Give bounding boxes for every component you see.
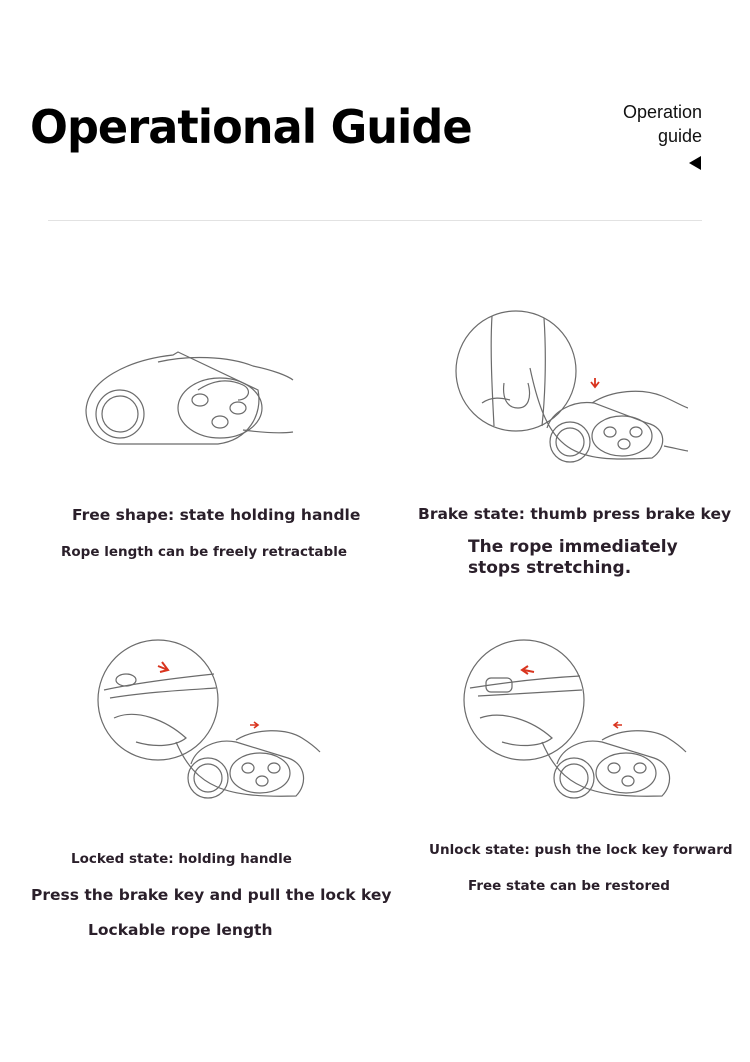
step2-note-line2: stops stretching.	[468, 558, 632, 578]
step3-heading: Locked state: holding handle	[71, 851, 292, 867]
left-triangle-icon	[689, 156, 701, 170]
step3-note-line1: Press the brake key and pull the lock key	[31, 886, 392, 904]
step2-note-line1: The rope immediately	[468, 537, 678, 557]
side-label-line2: guide	[657, 126, 702, 146]
step3-note-line2: Lockable rope length	[88, 921, 273, 939]
illustration-locked-state	[96, 638, 322, 804]
step4-heading: Unlock state: push the lock key forward	[429, 842, 733, 858]
illustration-brake-state	[452, 308, 688, 473]
step4-note: Free state can be restored	[468, 878, 670, 894]
step1-note: Rope length can be freely retractable	[61, 544, 347, 560]
divider	[48, 220, 702, 221]
illustration-free-state	[78, 340, 308, 460]
step2-heading: Brake state: thumb press brake key	[418, 505, 732, 523]
operation-guide-label	[623, 100, 702, 148]
side-label-line1: Operation	[622, 102, 702, 122]
illustration-unlock-state	[462, 638, 688, 804]
page-title: Operational Guide	[30, 100, 472, 154]
step1-heading: Free shape: state holding handle	[72, 506, 361, 524]
